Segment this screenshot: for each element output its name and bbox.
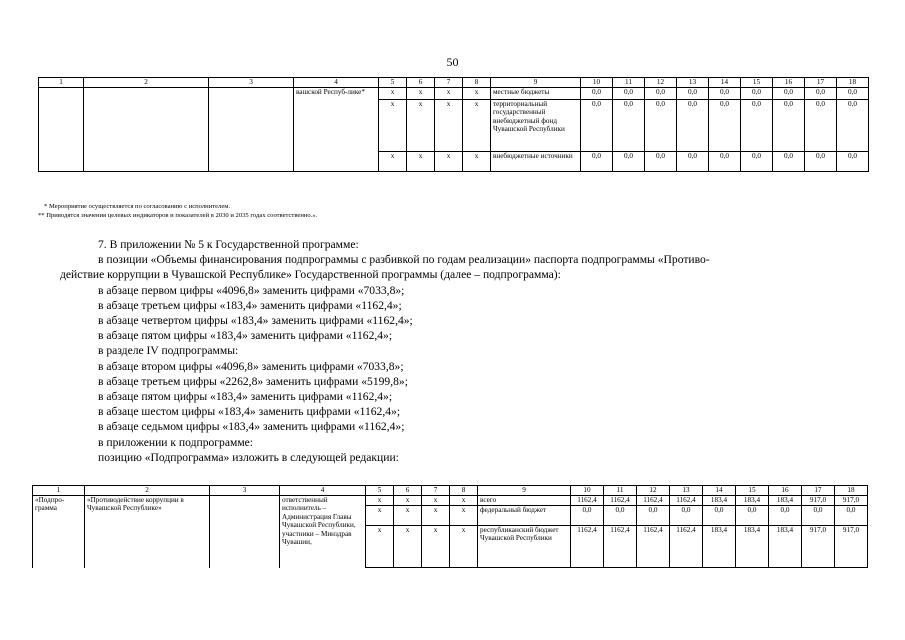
- x-marker-cell: x: [463, 152, 491, 172]
- x-marker-cell: x: [422, 526, 450, 568]
- funding-source-cell: территориальный государственный внебюджетный фонд Чувашской Республики: [491, 100, 581, 152]
- x-marker-cell: x: [450, 496, 478, 506]
- funding-value-cell: 917,0: [835, 526, 868, 568]
- funding-value-cell: 0,0: [677, 100, 709, 152]
- amendment-line: в абзаце шестом цифры «183,4» заменить цифрами «1162,4»;: [98, 405, 401, 419]
- funding-value-cell: 0,0: [613, 100, 645, 152]
- table-cell: [84, 88, 209, 172]
- funding-value-cell: 1162,4: [571, 526, 604, 568]
- funding-value-cell: 0,0: [703, 506, 736, 526]
- amendment-line: в абзаце третьем цифры «183,4» заменить цифрами «1162,4»;: [98, 298, 402, 312]
- amendment-line: в абзаце пятом цифры «183,4» заменить цифрами «1162,4»;: [98, 329, 393, 343]
- x-marker-cell: x: [366, 506, 394, 526]
- funding-value-cell: 0,0: [773, 100, 805, 152]
- column-number-header: 18: [835, 486, 868, 496]
- funding-value-cell: 0,0: [709, 88, 741, 100]
- amendment-line: в приложении к подпрограмме:: [98, 435, 254, 449]
- x-marker-cell: x: [394, 506, 422, 526]
- column-number-header: 16: [769, 486, 802, 496]
- funding-value-cell: 0,0: [837, 88, 869, 100]
- funding-value-cell: 1162,4: [604, 496, 637, 506]
- x-marker-cell: x: [394, 496, 422, 506]
- x-marker-cell: x: [366, 496, 394, 506]
- column-number-header: 6: [394, 486, 422, 496]
- column-number-header: 7: [435, 78, 463, 88]
- funding-value-cell: 0,0: [677, 152, 709, 172]
- funding-value-cell: 0,0: [835, 506, 868, 526]
- column-number-header: 10: [571, 486, 604, 496]
- column-number-header: 10: [581, 78, 613, 88]
- column-number-header: 1: [39, 78, 84, 88]
- x-marker-cell: x: [422, 496, 450, 506]
- funding-value-cell: 0,0: [802, 506, 835, 526]
- funding-value-cell: 0,0: [805, 88, 837, 100]
- x-marker-cell: x: [366, 526, 394, 568]
- funding-value-cell: 0,0: [637, 506, 670, 526]
- funding-value-cell: 1162,4: [571, 496, 604, 506]
- funding-value-cell: 0,0: [677, 88, 709, 100]
- column-number-header: 13: [677, 78, 709, 88]
- funding-value-cell: 183,4: [769, 496, 802, 506]
- column-number-header: 11: [613, 78, 645, 88]
- subprogram-name-cell: «Противодействие коррупции в Чувашской Республике»: [85, 496, 210, 568]
- subprogram-table: [32, 485, 868, 568]
- column-number-header: 5: [379, 78, 407, 88]
- funding-value-cell: 0,0: [645, 152, 677, 172]
- amendment-line: в абзаце втором цифры «4096,8» заменить цифрами «7033,8»;: [98, 359, 404, 373]
- table-cell: [209, 88, 294, 172]
- column-number-header: 18: [837, 78, 869, 88]
- amendment-line: в абзаце третьем цифры «2262,8» заменить цифрами «5199,8»;: [98, 374, 408, 388]
- funding-value-cell: 917,0: [802, 526, 835, 568]
- column-number-header: 3: [209, 78, 294, 88]
- column-number-header: 15: [736, 486, 769, 496]
- column-number-header: 9: [478, 486, 571, 496]
- funding-value-cell: 0,0: [837, 152, 869, 172]
- funding-value-cell: 917,0: [835, 496, 868, 506]
- funding-value-cell: 1162,4: [637, 526, 670, 568]
- table-cell: [210, 496, 280, 568]
- funding-value-cell: 0,0: [769, 506, 802, 526]
- column-number-header: 14: [709, 78, 741, 88]
- funding-value-cell: 183,4: [703, 526, 736, 568]
- funding-source-cell: всего: [478, 496, 571, 506]
- column-number-header: 2: [84, 78, 209, 88]
- x-marker-cell: x: [435, 88, 463, 100]
- column-number-header: 7: [422, 486, 450, 496]
- funding-value-cell: 0,0: [741, 100, 773, 152]
- funding-value-cell: 183,4: [736, 526, 769, 568]
- funding-value-cell: 0,0: [613, 88, 645, 100]
- funding-value-cell: 0,0: [613, 152, 645, 172]
- column-number-header: 16: [773, 78, 805, 88]
- column-number-header: 17: [805, 78, 837, 88]
- funding-value-cell: 0,0: [645, 88, 677, 100]
- funding-value-cell: 0,0: [741, 152, 773, 172]
- funding-value-cell: 0,0: [736, 506, 769, 526]
- x-marker-cell: x: [435, 152, 463, 172]
- x-marker-cell: x: [407, 152, 435, 172]
- x-marker-cell: x: [379, 100, 407, 152]
- funding-value-cell: 0,0: [581, 152, 613, 172]
- x-marker-cell: x: [379, 88, 407, 100]
- funding-value-cell: 1162,4: [637, 496, 670, 506]
- column-number-header: 4: [294, 78, 379, 88]
- executor-cell: ответственный исполнитель – Администрация Главы Чувашской Республики, участники – Минздрав Чувашии,: [280, 496, 366, 568]
- amendment-line: в абзаце четвертом цифры «183,4» заменить цифрами «1162,4»;: [98, 314, 413, 328]
- x-marker-cell: x: [463, 100, 491, 152]
- paragraph-line: действие коррупции в Чувашской Республике» Государственной программы (далее – подпрограмма):: [60, 268, 561, 282]
- funding-value-cell: 0,0: [709, 152, 741, 172]
- funding-value-cell: 0,0: [773, 152, 805, 172]
- column-number-header: 8: [463, 78, 491, 88]
- table-header-row: [33, 486, 868, 496]
- funding-value-cell: 1162,4: [670, 526, 703, 568]
- footnote-1: * Мероприятие осуществляется по согласованию с исполнителем.: [44, 203, 231, 210]
- funding-value-cell: 0,0: [581, 88, 613, 100]
- funding-value-cell: 0,0: [773, 88, 805, 100]
- column-number-header: 9: [491, 78, 581, 88]
- funding-value-cell: 0,0: [805, 100, 837, 152]
- funding-value-cell: 183,4: [736, 496, 769, 506]
- funding-value-cell: 0,0: [604, 506, 637, 526]
- funding-source-cell: федеральный бюджет: [478, 506, 571, 526]
- column-number-header: 11: [604, 486, 637, 496]
- footnote-2: ** Приводятся значения целевых индикаторов и показателей в 2030 и 2035 годах соответственно.».: [38, 212, 318, 219]
- amendment-line: в абзаце седьмом цифры «183,4» заменить цифрами «1162,4»;: [98, 420, 405, 434]
- table-row: [39, 88, 869, 100]
- funding-value-cell: 0,0: [805, 152, 837, 172]
- column-number-header: 13: [670, 486, 703, 496]
- funding-value-cell: 0,0: [581, 100, 613, 152]
- funding-value-cell: 0,0: [741, 88, 773, 100]
- funding-source-cell: внебюджетные источники: [491, 152, 581, 172]
- funding-value-cell: 1162,4: [604, 526, 637, 568]
- funding-value-cell: 183,4: [703, 496, 736, 506]
- column-number-header: 15: [741, 78, 773, 88]
- column-number-header: 8: [450, 486, 478, 496]
- column-number-header: 14: [703, 486, 736, 496]
- funding-value-cell: 0,0: [709, 100, 741, 152]
- funding-value-cell: 1162,4: [670, 496, 703, 506]
- amendment-line: позицию «Подпрограмма» изложить в следующей редакции:: [98, 450, 399, 464]
- x-marker-cell: x: [422, 506, 450, 526]
- table-continuation: [38, 77, 869, 172]
- measure-continued-cell: вашской Респуб-лике*: [294, 88, 379, 172]
- column-number-header: 2: [85, 486, 210, 496]
- funding-value-cell: 0,0: [571, 506, 604, 526]
- x-marker-cell: x: [379, 152, 407, 172]
- funding-value-cell: 0,0: [645, 100, 677, 152]
- section-heading: 7. В приложении № 5 к Государственной программе:: [98, 238, 359, 251]
- funding-value-cell: 183,4: [769, 526, 802, 568]
- x-marker-cell: x: [450, 506, 478, 526]
- table-cell: [39, 88, 84, 172]
- column-number-header: 3: [210, 486, 280, 496]
- x-marker-cell: x: [435, 100, 463, 152]
- column-number-header: 12: [637, 486, 670, 496]
- amendment-line: в разделе IV подпрограммы:: [98, 344, 239, 358]
- funding-value-cell: 917,0: [802, 496, 835, 506]
- column-number-header: 17: [802, 486, 835, 496]
- column-number-header: 5: [366, 486, 394, 496]
- funding-source-cell: местные бюджеты: [491, 88, 581, 100]
- column-number-header: 6: [407, 78, 435, 88]
- funding-value-cell: 0,0: [670, 506, 703, 526]
- amendment-line: в абзаце первом цифры «4096,8» заменить цифрами «7033,8»;: [98, 283, 405, 297]
- table-row: [33, 496, 868, 506]
- funding-value-cell: 0,0: [837, 100, 869, 152]
- x-marker-cell: x: [463, 88, 491, 100]
- column-number-header: 4: [280, 486, 366, 496]
- subprogram-label-cell: «Подпро-грамма: [33, 496, 85, 568]
- amendment-text: [60, 237, 850, 465]
- column-number-header: 1: [33, 486, 85, 496]
- x-marker-cell: x: [407, 100, 435, 152]
- paragraph-line: в позиции «Объемы финансирования подпрограммы с разбивкой по годам реализации» паспорта подпрограммы «Противо-: [98, 253, 710, 267]
- x-marker-cell: x: [394, 526, 422, 568]
- x-marker-cell: x: [407, 88, 435, 100]
- column-number-header: 12: [645, 78, 677, 88]
- funding-source-cell: республиканский бюджет Чувашской Республики: [478, 526, 571, 568]
- table-header-row: [39, 78, 869, 88]
- x-marker-cell: x: [450, 526, 478, 568]
- amendment-line: в абзаце пятом цифры «183,4» заменить цифрами «1162,4»;: [98, 390, 393, 404]
- page-number: 50: [446, 55, 459, 69]
